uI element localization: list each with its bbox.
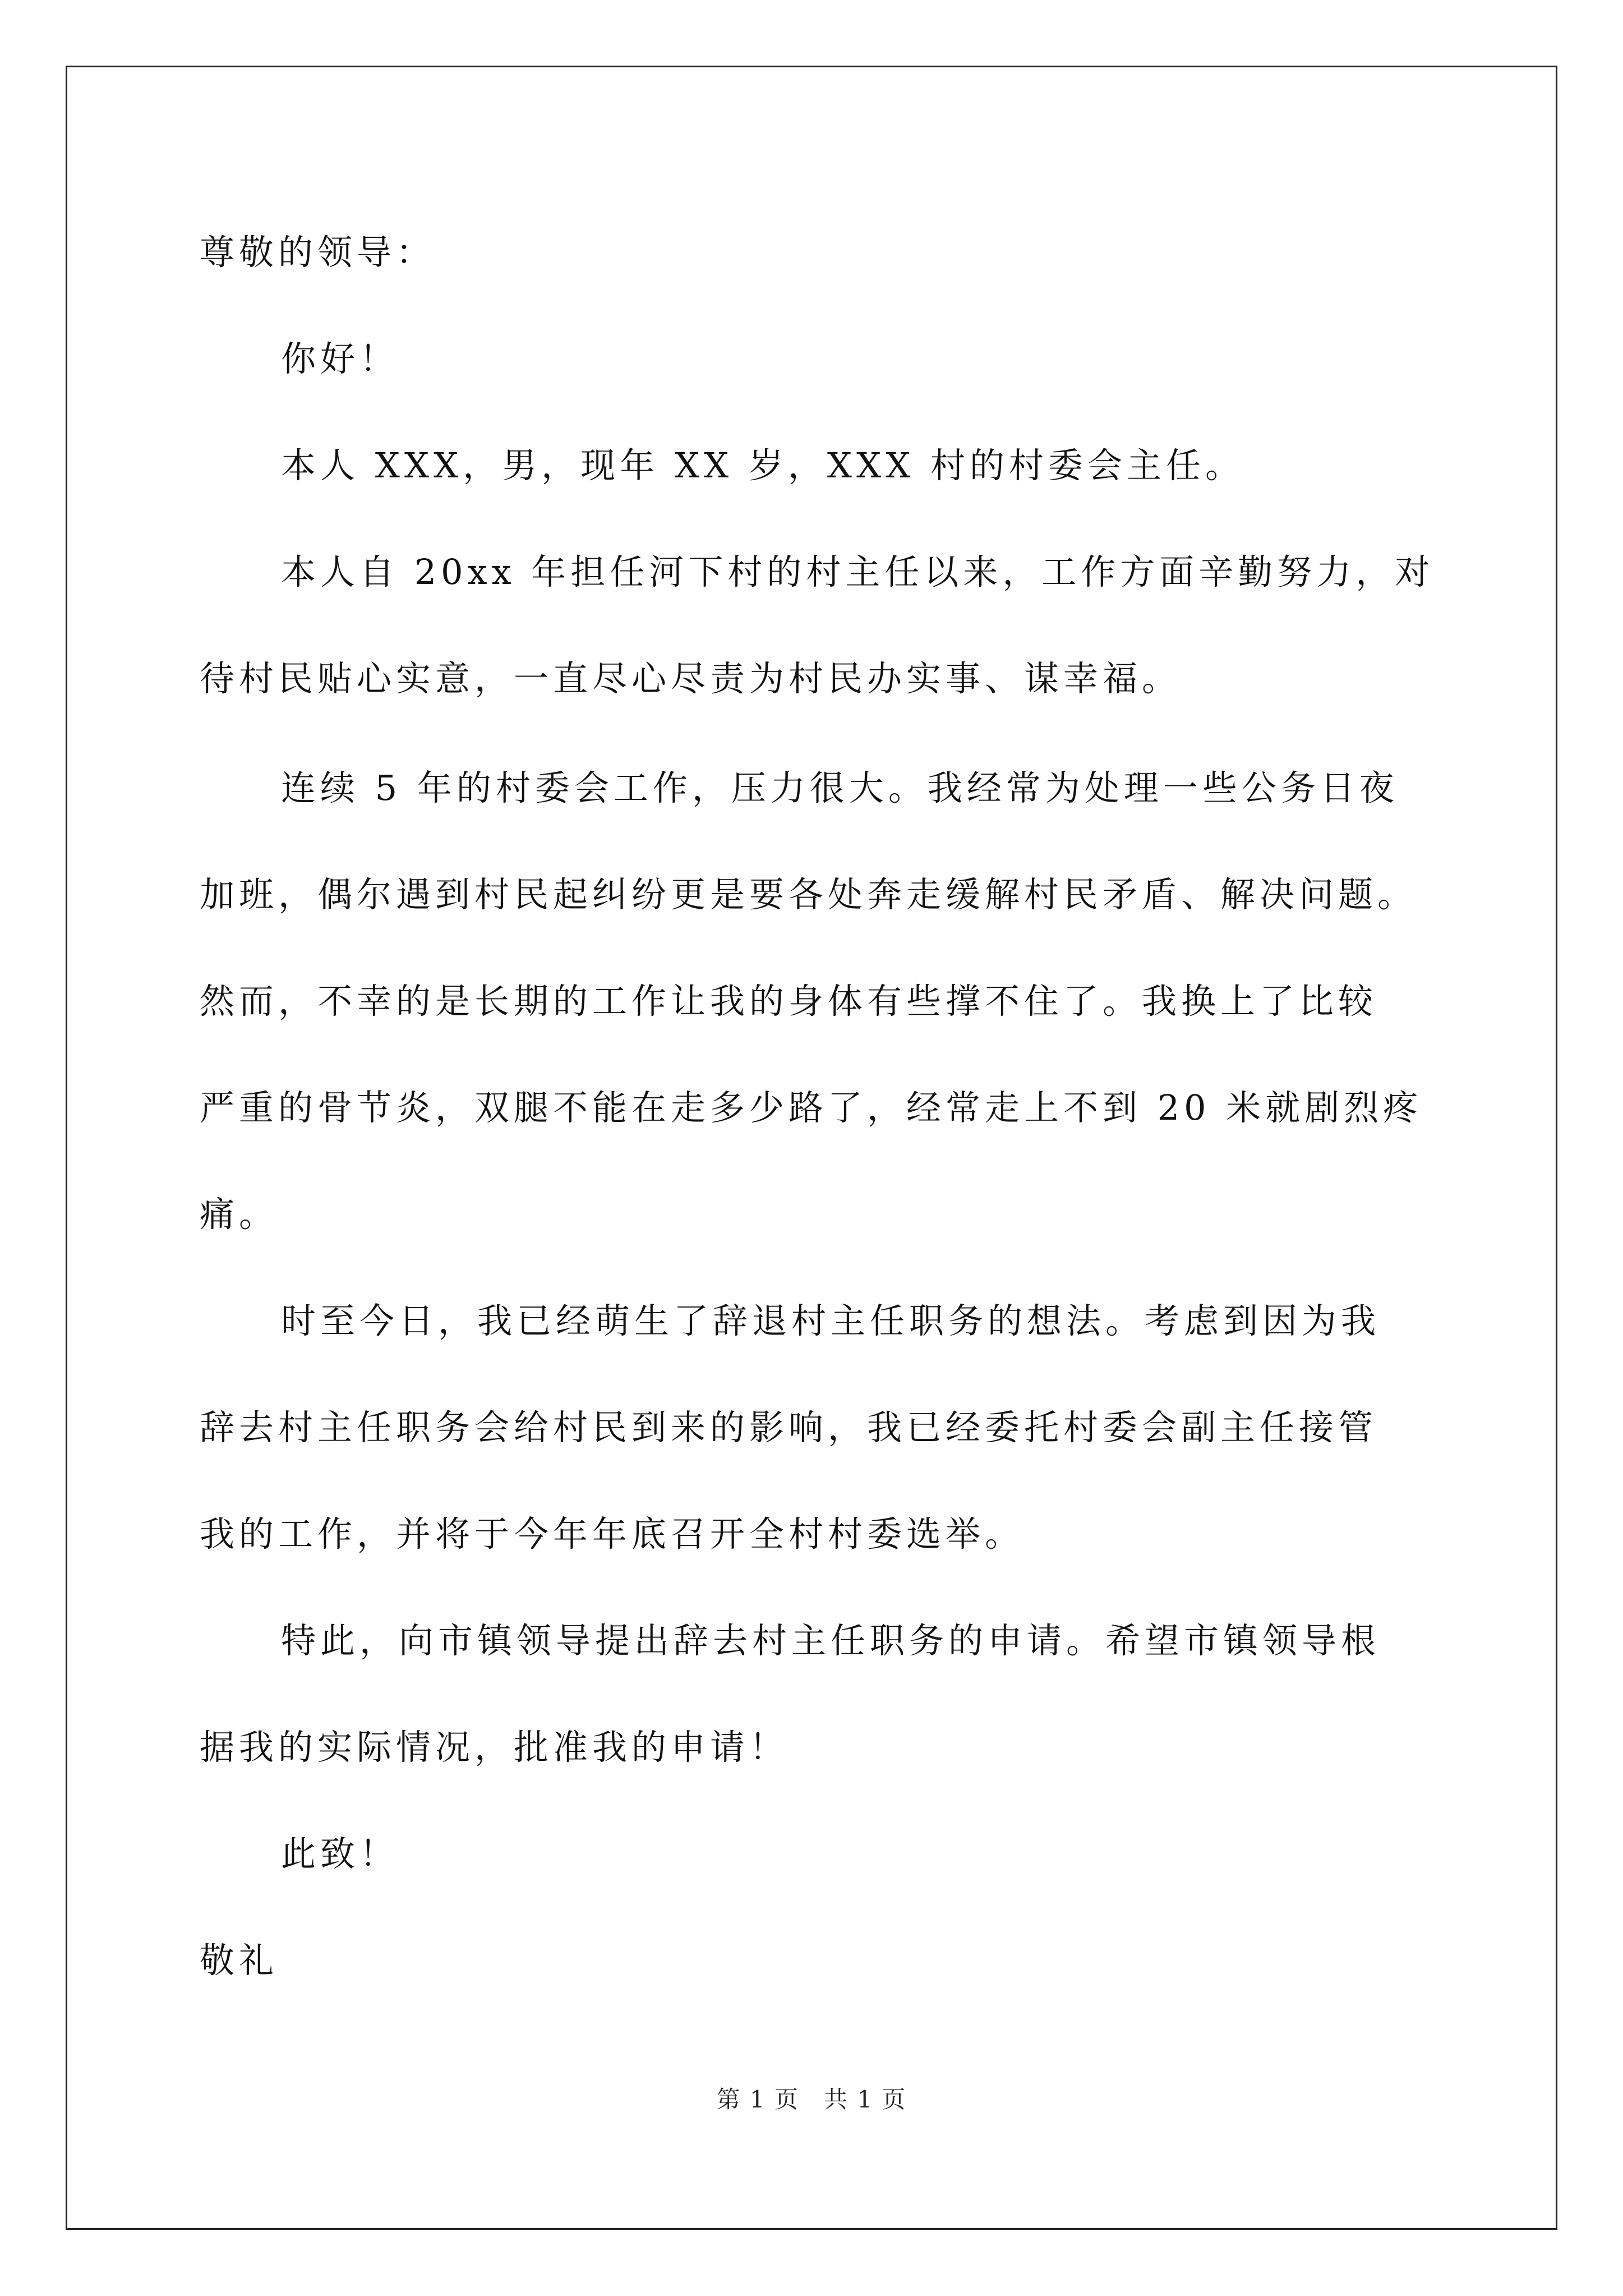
paragraph-line: 痛。 bbox=[200, 1194, 279, 1235]
page-footer: 第 1 页 共 1 页 bbox=[716, 2086, 907, 2113]
greeting: 你好！ bbox=[281, 338, 399, 379]
paragraph-line: 连续 5 年的村委会工作，压力很大。我经常为处理一些公务日夜 bbox=[281, 767, 1399, 808]
intro-paragraph: 本人 XXX，男，现年 XX 岁，XXX 村的村委会主任。 bbox=[281, 445, 1244, 486]
paragraph-line: 辞去村主任职务会给村民到来的影响，我已经委托村委会副主任接管 bbox=[200, 1407, 1378, 1448]
regards: 敬礼 bbox=[200, 1940, 279, 1981]
paragraph-line: 本人自 20xx 年担任河下村的村主任以来，工作方面辛勤努力，对 bbox=[281, 551, 1435, 592]
paragraph-line: 时至今日，我已经萌生了辞退村主任职务的想法。考虑到因为我 bbox=[281, 1300, 1381, 1341]
paragraph-line: 待村民贴心实意，一直尽心尽责为村民办实事、谋幸福。 bbox=[200, 658, 1182, 699]
paragraph-line: 特此，向市镇领导提出辞去村主任职务的申请。希望市镇领导根 bbox=[281, 1620, 1381, 1661]
paragraph-line: 据我的实际情况，批准我的申请！ bbox=[200, 1727, 789, 1768]
page-border bbox=[66, 66, 1557, 2230]
closing: 此致！ bbox=[281, 1833, 399, 1874]
salutation: 尊敬的领导： bbox=[200, 232, 436, 273]
paragraph-line: 我的工作，并将于今年年底召开全村村委选举。 bbox=[200, 1513, 1025, 1554]
paragraph-line: 然而，不幸的是长期的工作让我的身体有些撑不住了。我换上了比较 bbox=[200, 981, 1378, 1022]
paragraph-line: 严重的骨节炎，双腿不能在走多少路了，经常走上不到 20 米就剧烈疼 bbox=[200, 1087, 1423, 1128]
paragraph-line: 加班，偶尔遇到村民起纠纷更是要各处奔走缓解村民矛盾、解决问题。 bbox=[200, 874, 1417, 915]
